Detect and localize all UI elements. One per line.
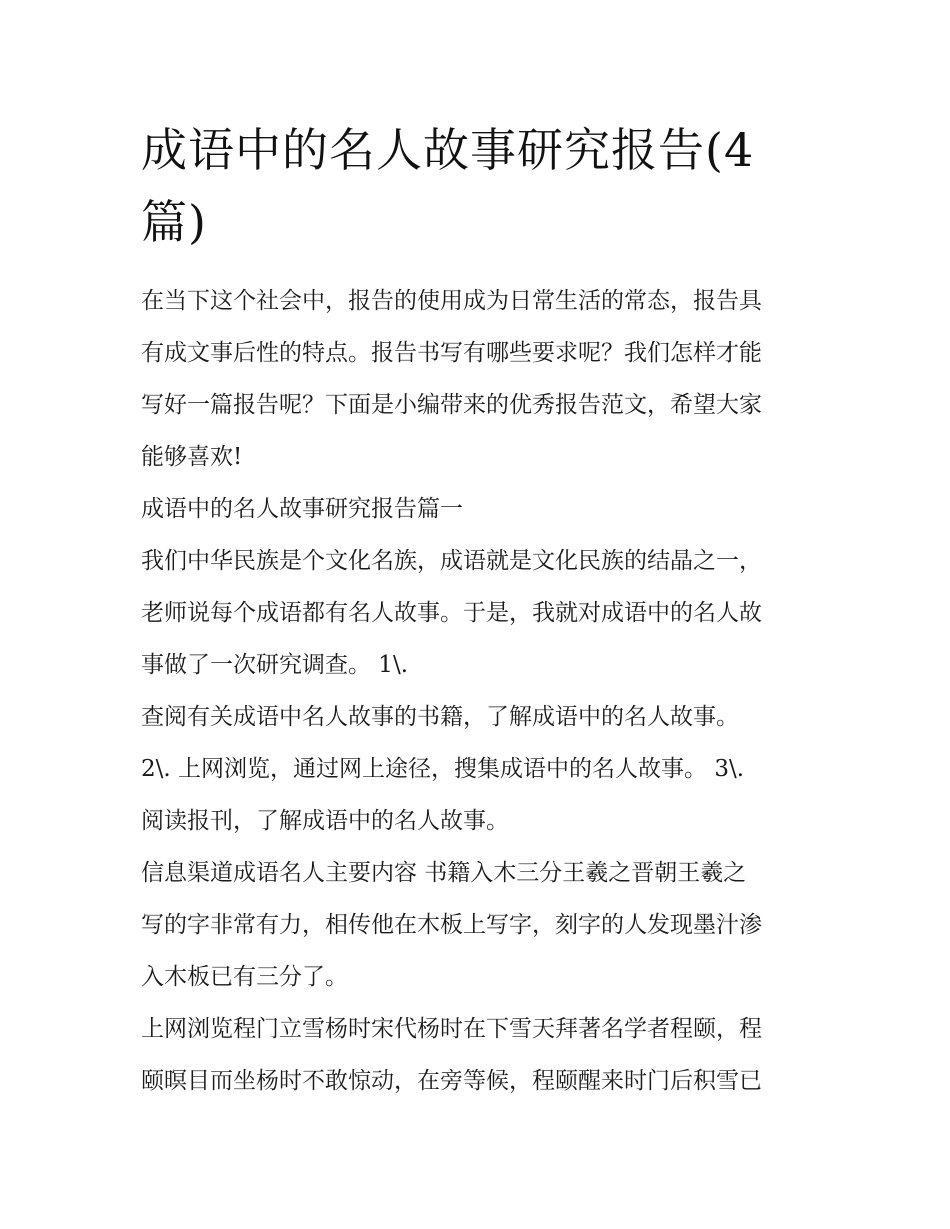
body-line-10: 2\. 上网浏览，通过网上途径，搜集成语中的名人故事。 3\. [141, 756, 745, 782]
body-line-7: 老师说每个成语都有名人故事。于是，我就对成语中的名人故 [141, 600, 762, 626]
body-line-1: 在当下这个社会中，报告的使用成为日常生活的常态，报告具 [141, 288, 762, 314]
body-line-4: 能够喜欢! [141, 444, 243, 470]
body-line-11: 阅读报刊，了解成语中的名人故事。 [141, 808, 509, 834]
body-line-9: 查阅有关成语中名人故事的书籍，了解成语中的名人故事。 [141, 704, 739, 730]
title-line-2: 篇) [141, 195, 207, 249]
body-line-6: 我们中华民族是个文化名族，成语就是文化民族的结晶之一， [141, 548, 762, 574]
body-line-3: 写好一篇报告呢？下面是小编带来的优秀报告范文，希望大家 [141, 392, 762, 418]
title-line-1: 成语中的名人故事研究报告(4 [141, 123, 755, 177]
body-line-14: 入木板已有三分了。 [141, 964, 348, 990]
document-title [141, 114, 821, 258]
document-body [141, 275, 821, 1107]
body-line-15: 上网浏览程门立雪杨时宋代杨时在下雪天拜著名学者程颐，程 [141, 1016, 762, 1042]
section-heading: 成语中的名人故事研究报告篇一 [141, 496, 463, 522]
body-line-16: 颐暝目而坐杨时不敢惊动，在旁等候，程颐醒来时门后积雪已 [141, 1068, 762, 1094]
body-line-13: 写的字非常有力，相传他在木板上写字，刻字的人发现墨汁渗 [141, 912, 762, 938]
body-line-8: 事做了一次研究调查。 1\. [141, 652, 409, 678]
body-line-12: 信息渠道成语名人主要内容 书籍入木三分王羲之晋朝王羲之 [141, 860, 747, 886]
body-line-2: 有成文事后性的特点。报告书写有哪些要求呢？我们怎样才能 [141, 340, 762, 366]
